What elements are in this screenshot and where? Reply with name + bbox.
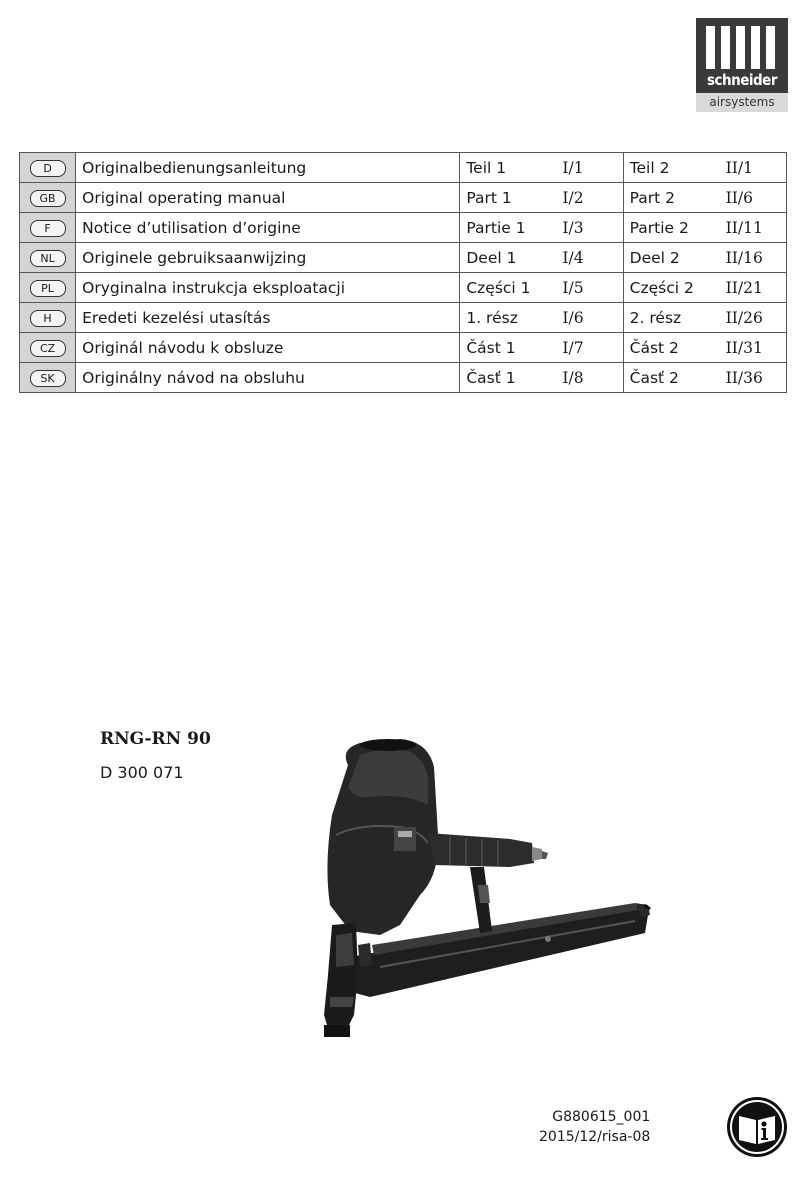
part-2-name: 2. rész [629,308,682,327]
manual-title-cell: Notice d’utilisation d’origine [76,213,460,243]
brand-name: schneider [700,69,784,91]
part-2-name: Teil 2 [629,158,670,177]
language-index-table [19,152,787,393]
part-2-page: II/26 [725,308,763,327]
language-row [20,303,787,333]
manual-title-cell: Eredeti kezelési utasítás [76,303,460,333]
language-code-badge: NL [30,250,66,267]
part-2-cell [623,363,786,393]
part-2-page: II/36 [725,368,763,387]
part-1-cell [460,303,623,333]
language-code-badge: D [30,160,66,177]
part-2-page: II/21 [725,278,763,297]
language-code-badge: GB [30,190,66,207]
part-1-page: I/6 [562,308,584,327]
language-row [20,183,787,213]
language-row [20,153,787,183]
part-1-name: Part 1 [466,188,512,207]
logo-bar-5 [766,26,775,73]
language-code-cell [20,303,76,333]
language-code-cell [20,213,76,243]
language-row [20,243,787,273]
language-code-badge: CZ [30,340,66,357]
brand-tagline: airsystems [696,93,788,112]
part-1-name: 1. rész [466,308,518,327]
part-2-cell [623,153,786,183]
part-1-page: I/5 [562,278,584,297]
article-number: D 300 071 [100,763,184,782]
manual-title-cell: Originalbedienungsanleitung [76,153,460,183]
manual-title-cell: Originálny návod na obsluhu [76,363,460,393]
part-1-cell [460,333,623,363]
part-2-cell [623,183,786,213]
manual-title-cell: Oryginalna instrukcja eksploatacji [76,273,460,303]
part-2-cell [623,243,786,273]
part-1-cell [460,273,623,303]
part-2-name: Část 2 [629,338,679,357]
part-1-cell [460,183,623,213]
language-row [20,333,787,363]
part-1-page: I/4 [562,248,584,267]
read-manual-icon [726,1096,788,1158]
part-2-page: II/11 [725,218,763,237]
part-1-name: Części 1 [466,278,531,297]
document-revision: 2015/12/risa-08 [539,1129,651,1145]
part-2-page: II/16 [725,248,763,267]
manual-title-cell: Originele gebruiksaanwijzing [76,243,460,273]
part-2-page: II/6 [725,188,753,207]
part-1-page: I/7 [562,338,584,357]
language-code-cell [20,183,76,213]
language-code-badge: PL [30,280,66,297]
part-1-name: Část 1 [466,338,516,357]
part-1-name: Časť 1 [466,368,516,387]
part-1-name: Deel 1 [466,248,517,267]
logo-bar-3 [736,26,745,73]
manual-title-cell: Original operating manual [76,183,460,213]
part-1-cell [460,243,623,273]
part-1-cell [460,213,623,243]
part-1-page: I/1 [562,158,584,177]
language-code-badge: SK [30,370,66,387]
part-2-name: Deel 2 [629,248,680,267]
part-2-cell [623,273,786,303]
part-1-page: I/8 [562,368,584,387]
part-2-cell [623,303,786,333]
part-1-cell [460,363,623,393]
logo-bar-1 [706,26,715,73]
part-1-page: I/3 [562,218,584,237]
language-code-badge: H [30,310,66,327]
part-2-page: II/1 [725,158,753,177]
model-name: RNG-RN 90 [100,729,211,749]
document-id: G880615_001 [552,1109,651,1125]
part-2-cell [623,333,786,363]
language-code-cell [20,273,76,303]
part-1-page: I/2 [562,188,584,207]
language-row [20,213,787,243]
part-1-cell [460,153,623,183]
part-1-name: Partie 1 [466,218,526,237]
part-1-name: Teil 1 [466,158,507,177]
part-2-cell [623,213,786,243]
language-code-badge: F [30,220,66,237]
language-code-cell [20,153,76,183]
part-2-name: Part 2 [629,188,676,207]
part-2-name: Partie 2 [629,218,689,237]
language-row [20,273,787,303]
logo-bar-2 [721,26,730,73]
part-2-name: Części 2 [629,278,694,297]
language-code-cell [20,333,76,363]
logo-bar-4 [751,26,760,73]
part-2-page: II/31 [725,338,763,357]
language-code-cell [20,243,76,273]
logo-dark-block [696,18,788,93]
nailer-product-image [310,735,655,1045]
document-footer [539,1107,650,1147]
brand-logo [696,18,788,112]
language-code-cell [20,363,76,393]
manual-title-cell: Originál návodu k obsluze [76,333,460,363]
part-2-name: Časť 2 [629,368,679,387]
language-row [20,363,787,393]
